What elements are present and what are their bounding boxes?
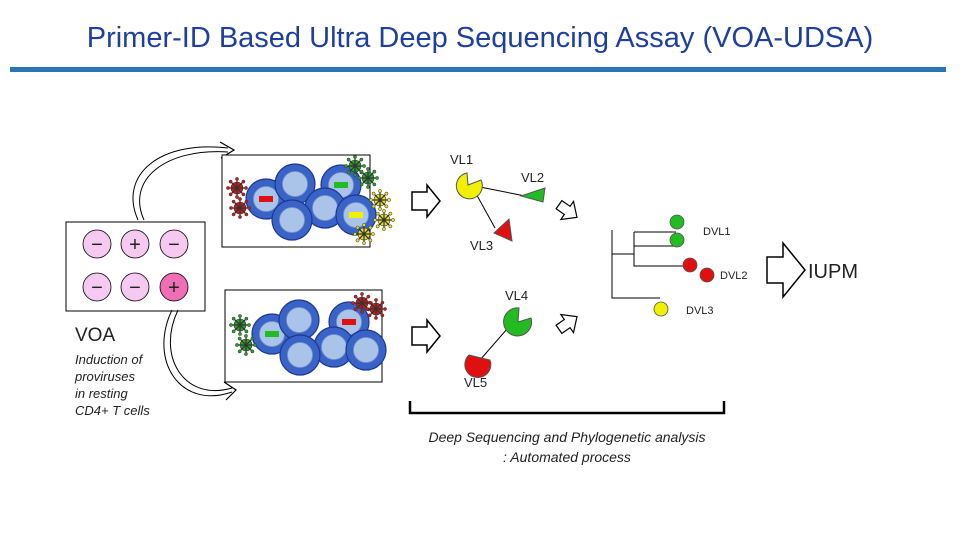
well-2 (121, 230, 149, 258)
cell (279, 300, 319, 340)
voa-description-line-1: Induction of (75, 352, 143, 367)
vl1-label: VL1 (450, 152, 474, 167)
well-6-sign: + (168, 277, 180, 299)
cell (280, 335, 320, 375)
provirus-red (259, 196, 273, 202)
vl5-label: VL5 (464, 375, 488, 390)
provirus-green (334, 182, 348, 188)
phylogenetic-tree (612, 215, 748, 317)
lineage-top (450, 152, 545, 253)
vl3-marker (494, 219, 512, 241)
iupm-arrow (767, 243, 805, 297)
voa-description (74, 352, 150, 418)
virion-red (365, 298, 386, 319)
dvl2-red-dot (700, 268, 714, 282)
lineage-bottom (464, 288, 532, 390)
dvl1-green-dot (670, 233, 684, 247)
vl3-label: VL3 (470, 238, 494, 253)
well-5-sign: − (129, 277, 141, 299)
virion-yellow (369, 189, 390, 210)
arrow-to-tree-top (553, 196, 584, 227)
well-1-sign: − (91, 234, 103, 256)
arrow-right-bottom (412, 320, 440, 352)
virion-red (226, 177, 247, 198)
arrow-right-top (412, 185, 440, 217)
page-title: Primer-ID Based Ultra Deep Sequencing Assay (VOA-UDSA) (86, 22, 874, 54)
well-2-sign: + (129, 234, 141, 256)
dvl1-label: DVL1 (703, 226, 731, 238)
well-4 (83, 273, 111, 301)
arrow-to-tree-bottom (553, 308, 584, 339)
dvl3-yellow-dot (654, 302, 668, 316)
well-3-sign: − (168, 234, 180, 256)
well-5 (121, 273, 149, 301)
vl4-label: VL4 (505, 288, 529, 303)
well-3 (160, 230, 188, 258)
dvl3-label: DVL3 (686, 305, 714, 317)
dvl2-label: DVL2 (720, 270, 748, 282)
dvl1-green-dot (670, 215, 684, 229)
virion-green (344, 155, 365, 176)
process-line-1: Deep Sequencing and Phylogenetic analysis (428, 429, 706, 445)
voa-description-line-3: in resting (75, 386, 128, 401)
well-4-sign: − (91, 277, 103, 299)
well-1 (83, 230, 111, 258)
cell (346, 330, 386, 370)
dvl2-red-dot (683, 258, 697, 272)
virion-yellow (373, 209, 394, 230)
voa-description-line-4: CD4+ T cells (75, 403, 150, 418)
process-bracket (410, 401, 724, 413)
cell (272, 200, 312, 240)
virion-green (235, 334, 256, 355)
provirus-red (342, 319, 356, 325)
voa-plate (66, 222, 205, 311)
well-6 (160, 273, 188, 301)
voa-label: VOA (75, 325, 116, 346)
virion-green (357, 167, 378, 188)
vl4-marker (504, 308, 532, 336)
curved-arrow-top (133, 142, 234, 220)
vl2-label: VL2 (521, 170, 545, 185)
vl2-marker (521, 188, 545, 202)
vl1-marker (456, 173, 482, 199)
virion-red (229, 197, 250, 218)
provirus-green (265, 331, 279, 337)
provirus-yellow (349, 212, 363, 218)
virion-green (229, 314, 250, 335)
culture-box-bottom (225, 290, 387, 382)
virion-yellow (353, 223, 374, 244)
voa-description-line-2: proviruses (75, 369, 135, 384)
culture-box-top (222, 155, 395, 247)
process-line-2: : Automated process (503, 449, 631, 465)
iupm-label: IUPM (808, 261, 858, 283)
